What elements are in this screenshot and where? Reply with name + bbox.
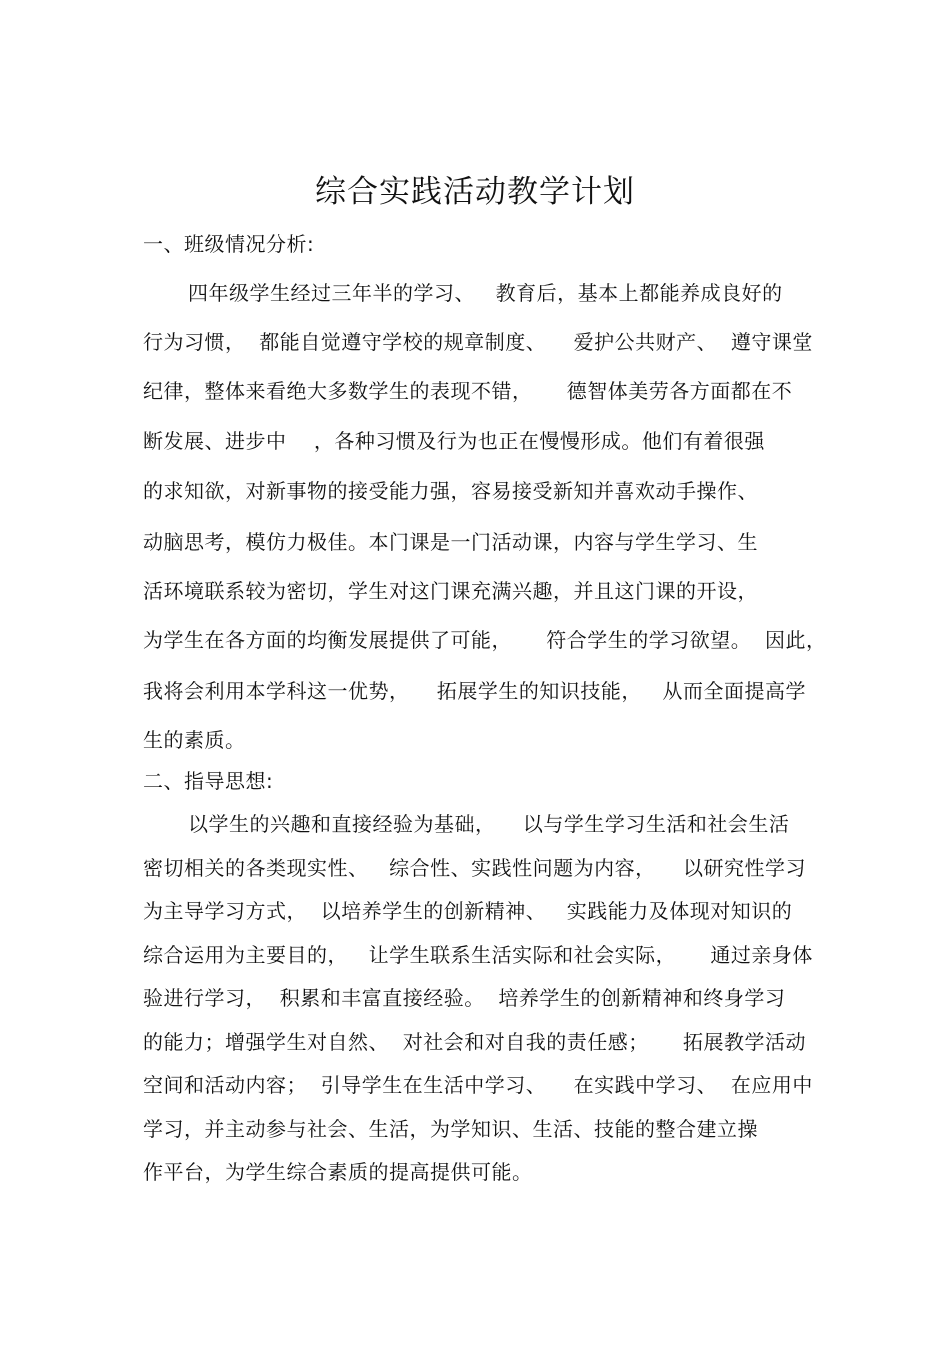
paragraph-line: 为学生在各方面的均衡发展提供了可能， 符合学生的学习欲望。 因此，	[143, 628, 827, 652]
paragraph-line: 四年级学生经过三年半的学习、 教育后，基本上都能养成良好的	[188, 281, 783, 305]
paragraph-line: 以学生的兴趣和直接经验为基础， 以与学生学习生活和社会生活	[188, 812, 790, 836]
section-heading-guiding-ideology: 二、指导思想:	[143, 769, 274, 793]
paragraph-line: 我将会利用本学科这一优势， 拓展学生的知识技能， 从而全面提高学	[143, 679, 807, 703]
paragraph-line: 为主导学习方式， 以培养学生的创新精神、 实践能力及体现对知识的	[143, 899, 793, 923]
paragraph-line: 活环境联系较为密切，学生对这门课充满兴趣，并且这门课的开设，	[143, 579, 758, 603]
paragraph-line: 作平台，为学生综合素质的提高提供可能。	[143, 1160, 533, 1184]
paragraph-line: 的能力；增强学生对自然、 对社会和对自我的责任感； 拓展教学活动	[143, 1030, 807, 1054]
paragraph-line: 生的素质。	[143, 728, 246, 752]
paragraph-line: 学习，并主动参与社会、生活，为学知识、生活、技能的整合建立操	[143, 1117, 758, 1141]
paragraph-line: 动脑思考，模仿力极佳。本门课是一门活动课，内容与学生学习、生	[143, 530, 758, 554]
paragraph-line: 验进行学习， 积累和丰富直接经验。 培养学生的创新精神和终身学习	[143, 986, 786, 1010]
document-title: 综合实践活动教学计划	[315, 174, 635, 210]
paragraph-line: 纪律，整体来看绝大多数学生的表现不错， 德智体美劳各方面都在不	[143, 379, 793, 403]
paragraph-line: 的求知欲，对新事物的接受能力强，容易接受新知并喜欢动手操作、	[143, 479, 758, 503]
paragraph-line: 行为习惯， 都能自觉遵守学校的规章制度、 爱护公共财产、 遵守课堂	[143, 330, 813, 354]
section-heading-class-analysis: 一、班级情况分析:	[143, 232, 315, 256]
paragraph-line: 空间和活动内容； 引导学生在生活中学习、 在实践中学习、 在应用中	[143, 1073, 813, 1097]
paragraph-line: 综合运用为主要目的， 让学生联系生活实际和社会实际， 通过亲身体	[143, 943, 813, 967]
paragraph-line: 断发展、进步中 ，各种习惯及行为也正在慢慢形成。他们有着很强	[143, 429, 765, 453]
paragraph-line: 密切相关的各类现实性、 综合性、实践性问题为内容， 以研究性学习	[143, 856, 807, 880]
